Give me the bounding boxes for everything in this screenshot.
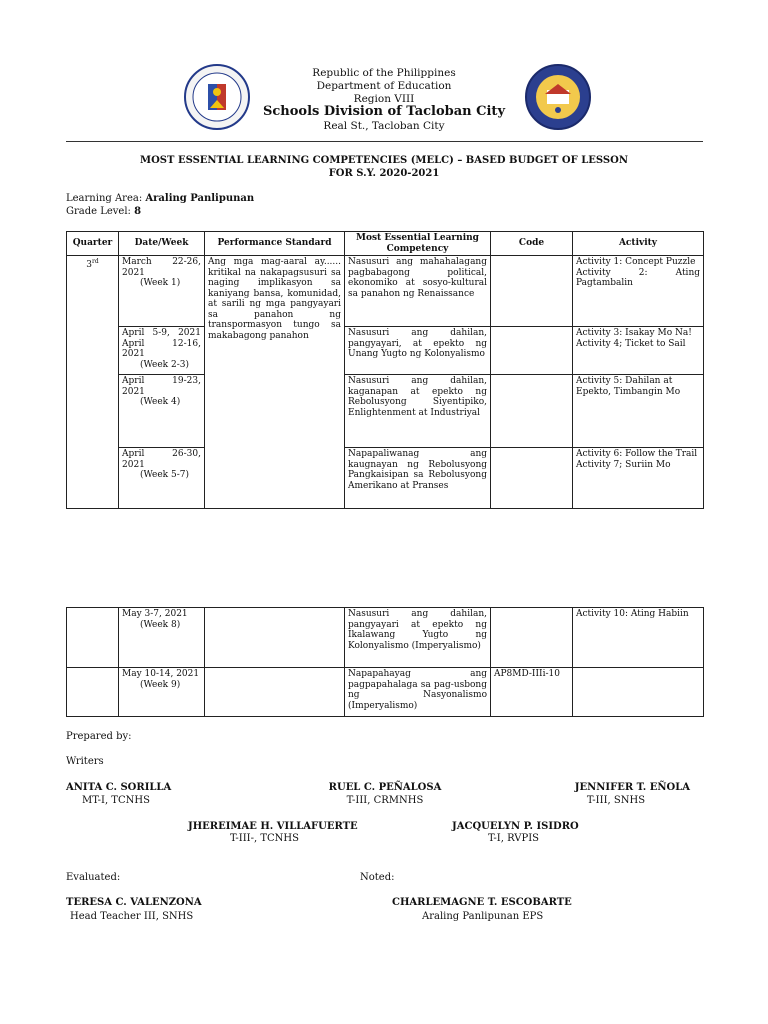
activity-cell <box>573 256 704 327</box>
activity-cell <box>573 608 704 668</box>
noter-position: Araling Panlipunan EPS <box>422 911 544 922</box>
noted-label: Noted: <box>360 872 395 883</box>
writers-label: Writers <box>66 756 104 767</box>
activity-cell <box>573 327 704 375</box>
signatory-position: T-III-, TCNHS <box>230 833 299 844</box>
col-performance-standard: Performance Standard <box>205 232 345 256</box>
col-date-week: Date/Week <box>119 232 205 256</box>
week-text: (Week 1) <box>140 278 181 288</box>
performance-standard-cell <box>205 668 345 717</box>
header-department: Department of Education <box>316 80 452 92</box>
code-cell <box>491 448 573 509</box>
grade-level <box>66 205 141 218</box>
code-cell <box>491 375 573 448</box>
header-division: Schools Division of Tacloban City <box>263 104 505 119</box>
date-cell <box>119 375 205 448</box>
grade-level-label: Grade Level: <box>66 206 131 217</box>
date-cell <box>119 608 205 668</box>
activity-text: Activity 6: Follow the Trail <box>576 449 698 459</box>
table-row <box>67 256 704 327</box>
signatory-position: T-III, SNHS <box>586 795 646 806</box>
signatory-position: T-III, CRMNHS <box>346 795 424 806</box>
noter-name: CHARLEMAGNE T. ESCOBARTE <box>392 897 572 908</box>
activity-cell <box>573 448 704 509</box>
quarter-cell <box>67 256 119 509</box>
table-row <box>67 608 704 668</box>
competency-cell: Napapaliwanag ang kaugnayan ng Rebolusyong Pangkaisipan sa Rebolusyong Amerikano at Pranses <box>345 448 491 509</box>
date-text: March 22-26, 2021 <box>122 257 201 278</box>
learning-area-label: Learning Area: <box>66 193 143 204</box>
table-row <box>67 448 704 509</box>
date-cell <box>119 256 205 327</box>
quarter-suffix: rd <box>92 258 99 265</box>
competency-cell: Napapahayag ang pagpapahalaga sa pag-usbong ng Nasyonalismo (Imperyalismo) <box>345 668 491 717</box>
date-text: May 3-7, 2021 <box>122 609 188 619</box>
header-republic: Republic of the Philippines <box>312 67 456 79</box>
col-code: Code <box>491 232 573 256</box>
performance-standard-cell: Ang mga mag-aaral ay...... kritikal na nakapagsusuri sa naging implikasyon sa kaniyang bansa, komunidad, at sarili ng mga pangyayari sa panahon ng transpormasyon tungo sa makabagong panahon <box>205 256 345 509</box>
week-text: (Week 5-7) <box>140 470 189 480</box>
quarter-value: 3 <box>86 260 92 270</box>
header-region: Region VIII <box>353 93 415 105</box>
activity-text: Activity 3: Isakay Mo Na! <box>576 328 692 338</box>
signatory-name: JENNIFER T. EÑOLA <box>574 782 690 793</box>
quarter-cell <box>67 668 119 717</box>
evaluated-label: Evaluated: <box>66 872 121 883</box>
col-competency: Most Essential Learning Competency <box>345 232 491 256</box>
signatory-name: JACQUELYN P. ISIDRO <box>452 821 579 832</box>
signatory-position: T-I, RVPIS <box>488 833 539 844</box>
activity-text: Activity 1: Concept Puzzle <box>576 257 696 267</box>
code-cell: AP8MD-IIIi-10 <box>491 668 573 717</box>
competency-cell: Nasusuri ang dahilan, pangyayari, at epekto ng Unang Yugto ng Kolonyalismo <box>345 327 491 375</box>
week-text: (Week 9) <box>140 679 181 690</box>
header-address: Real St., Tacloban City <box>323 120 445 132</box>
document-title: MOST ESSENTIAL LEARNING COMPETENCIES (MELC) – BASED BUDGET OF LESSON <box>140 155 628 166</box>
week-text: (Week 2-3) <box>140 359 189 370</box>
table-header-row <box>67 232 704 256</box>
competency-cell: Nasusuri ang dahilan, kaganapan at epekto ng Rebolusyong Siyentipiko, Enlightenment at Industriyal <box>345 375 491 448</box>
date-text: April 26-30, 2021 <box>122 449 201 470</box>
evaluator-name: TERESA C. VALENZONA <box>66 897 202 908</box>
date-text: April 5-9, 2021 April 12-16, 2021 <box>122 328 201 359</box>
date-cell <box>119 327 205 375</box>
budget-table <box>66 231 704 509</box>
budget-table-continued <box>66 607 704 717</box>
grade-level-value: 8 <box>134 206 142 217</box>
competency-cell: Nasusuri ang dahilan, pangyayari at epekto ng Ikalawang Yugto ng Kolonyalismo (Imperyalismo) <box>345 608 491 668</box>
activity-text: Activity 5: Dahilan at Epekto, Timbangin Mo <box>576 376 681 397</box>
code-cell <box>491 256 573 327</box>
document-subtitle: FOR S.Y. 2020-2021 <box>328 168 440 179</box>
code-cell <box>491 608 573 668</box>
date-text: April 19-23, 2021 <box>122 376 201 397</box>
code-cell <box>491 327 573 375</box>
activity-text: Activity 10: Ating Habiin <box>576 609 689 619</box>
date-cell <box>119 668 205 717</box>
learning-area <box>66 192 254 205</box>
date-cell <box>119 448 205 509</box>
activity-text: Activity 4; Ticket to Sail <box>576 338 686 349</box>
activity-cell <box>573 375 704 448</box>
learning-area-value: Araling Panlipunan <box>145 193 255 204</box>
activity-text: Activity 7; Suriin Mo <box>576 459 671 470</box>
date-text: May 10-14, 2021 <box>122 669 200 679</box>
table-row <box>67 375 704 448</box>
signatory-position: MT-I, TCNHS <box>82 795 150 806</box>
signatory-name: JHEREIMAE H. VILLAFUERTE <box>188 821 358 832</box>
table-row <box>67 327 704 375</box>
header-divider <box>66 141 703 142</box>
signatory-name: RUEL C. PEÑALOSA <box>328 782 442 793</box>
activity-cell <box>573 668 704 717</box>
prepared-by-label: Prepared by: <box>66 731 132 742</box>
week-text: (Week 4) <box>140 397 181 407</box>
week-text: (Week 8) <box>140 619 181 630</box>
performance-standard-cell <box>205 608 345 668</box>
signatory-name: ANITA C. SORILLA <box>66 782 172 793</box>
evaluator-position: Head Teacher III, SNHS <box>70 911 194 922</box>
competency-cell: Nasusuri ang mahahalagang pagbabagong political, ekonomiko at sosyo-kultural sa panahon ng Renaissance <box>345 256 491 327</box>
col-activity: Activity <box>573 232 704 256</box>
activity-text: Activity 2: Ating Pagtambalin <box>576 267 700 288</box>
quarter-cell <box>67 608 119 668</box>
col-quarter: Quarter <box>67 232 119 256</box>
table-row <box>67 668 704 717</box>
